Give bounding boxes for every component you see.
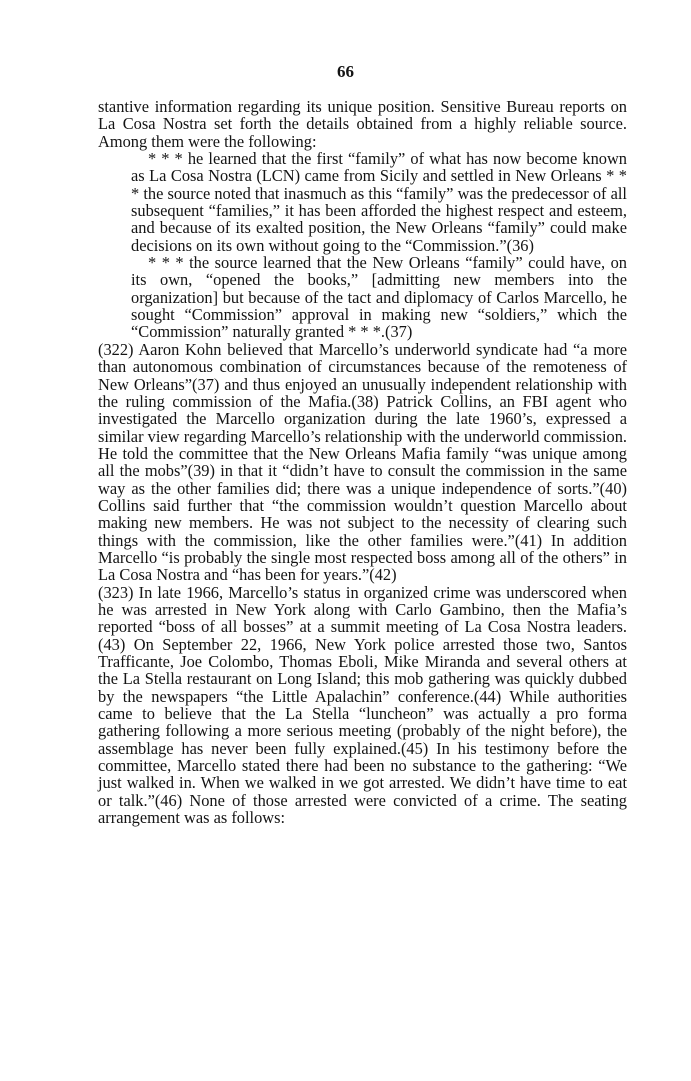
page-number: 66	[337, 62, 354, 81]
lead-paragraph: stantive information regarding its unique position. Sensitive Bureau reports on La Cosa Nostra set forth the details obtained from a highly reliable source. Among them were the following:	[98, 97, 627, 151]
paragraph-322: (322) Aaron Kohn believed that Marcello’s underworld syndicate had “a more than autonomous combination of circumstances because of the remoteness of New Orleans”(37) and thus enjoyed an unusually independent relationship with the ruling commission of the Mafia.(38) Patrick Collins, an FBI agent who investigated the Marcello organization during the late 1960’s, expressed a similar view regarding Marcello’s relationship with the underworld commission. He told the committee that the New Orleans Mafia family “was unique among all the mobs”(39) in that it “didn’t have to consult the commission in the same way as the other families did; there was a unique independence of sorts.”(40) Collins said further that “the commission wouldn’t question Marcello about making new members. He was not subject to the necessity of clearing such things with the commission, like the other families were.”(41) In addition Marcello “is probably the single most respected boss among all of the others” in La Cosa Nostra and “has been for years.”(42)	[98, 339, 627, 585]
paragraph-323: (323) In late 1966, Marcello’s status in organized crime was underscored when he was arrested in New York along with Carlo Gambino, then the Mafia’s reported “boss of all bosses” at a summit meeting of La Cosa Nostra leaders.(43) On September 22, 1966, New York police arrested those two, Santos Trafficante, Joe Colombo, Thomas Eboli, Mike Miranda and several others at the La Stella restaurant on Long Island; this mob gathering was quickly dubbed by the newspapers “the Little Apalachin” conference.(44) While authorities came to believe that the La Stella “luncheon” was actually a pro forma gathering following a more serious meeting (probably of the night before), the assemblage has never been fully explained.(45) In his testimony before the committee, Marcello stated there had been no substance to the gathering: “We just walked in. When we walked in we got arrested. We didn’t have time to eat or talk.”(46) None of those arrested were convicted of a crime. The seating arrangement was as follows:	[98, 582, 627, 828]
body-text	[98, 98, 627, 826]
quote-paragraph-1: * * * he learned that the first “family” of what has now become known as La Cosa Nostra (LCN) came from Sicily and settled in New Orleans * * * the source noted that inasmuch as this “family” was the predecessor of all subsequent “families,” it has been afforded the highest respect and esteem, and because of its exalted position, the New Orleans “family” could make decisions on its own without going to the “Commission.”(36)	[131, 149, 627, 255]
block-quote	[131, 150, 627, 341]
quote-paragraph-2: * * * the source learned that the New Orleans “family” could have, on its own, “opened the books,” [admitting new members into the organization] but because of the tact and diplomacy of Carlos Marcello, he sought “Commission” approval in making new “soldiers,” which the “Commission” naturally granted * * *.(37)	[131, 253, 627, 342]
